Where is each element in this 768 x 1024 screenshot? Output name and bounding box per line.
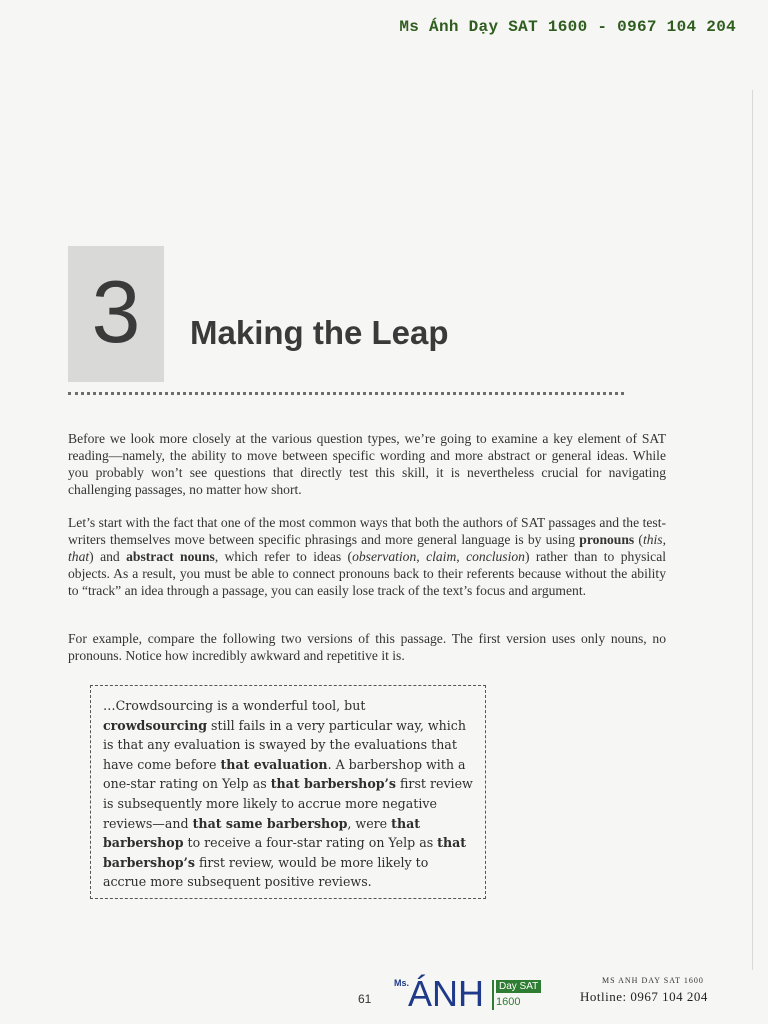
example-passage-box — [90, 685, 486, 899]
italic-example-conclusion: conclusion — [466, 549, 525, 564]
paragraph-pronouns — [68, 514, 666, 599]
page-edge-line — [752, 90, 753, 970]
page-number: 61 — [358, 992, 372, 1006]
quote-run: , were — [347, 815, 392, 831]
watermark-text: Ms Ánh Dạy SAT 1600 - 0967 104 204 — [399, 18, 736, 36]
bold-term-abstract-nouns: abstract nouns — [126, 549, 215, 564]
chapter-number: 3 — [91, 262, 141, 361]
text-run: , which refer to ideas ( — [214, 549, 353, 564]
logo-ms: Ms. — [394, 978, 410, 988]
quote-run: first review, would be more likely to accrue more subsequent positive reviews. — [103, 854, 429, 890]
brand-logo — [394, 970, 549, 1014]
chapter-title: Making the Leap — [190, 314, 449, 351]
logo-anh: ÁNH — [408, 973, 485, 1014]
footer-brand-text: MS ANH DAY SAT 1600 — [602, 976, 704, 985]
bold-term-pronouns: pronouns — [579, 532, 635, 547]
text-run: , — [416, 549, 427, 564]
quote-bold: that barbershop — [103, 815, 421, 851]
footer-hotline: Hotline: 0967 104 204 — [580, 989, 708, 1004]
quote-run: first review is subsequently more likely to accrue more negative reviews—and — [103, 776, 473, 831]
logo-divider — [492, 980, 494, 1010]
quote-bold: crowdsourcing — [103, 717, 208, 733]
italic-example-this: this — [642, 532, 663, 547]
quote-run: …Crowdsourcing is a wonderful tool, but — [103, 698, 366, 713]
text-run: ) rather than to physical objects. As a result, you must be able to connect pronouns back to their referents because without the ability to “track” an idea through a passage, you can easily lose track of the text’s focus and argument. — [68, 549, 667, 598]
italic-example-observation: observation — [352, 549, 417, 564]
quote-bold: that barbershop’s — [270, 776, 397, 792]
quote-run: to receive a four-star rating on Yelp as — [183, 835, 438, 851]
paragraph-intro: Before we look more closely at the various question types, we’re going to examine a key element of SAT reading—namely, the ability to move between specific wording and more abstract or general ideas. While you probably won’t see questions that directly test this skill, it is nevertheless crucial for navigating challenging passages, no matter how short. — [68, 431, 666, 497]
paragraph-example-intro: For example, compare the following two versions of this passage. The first version uses only nouns, no pronouns. Notice how incredibly awkward and repetitive it is. — [68, 631, 666, 663]
italic-example-that: that — [68, 549, 90, 564]
quote-bold: that evaluation — [220, 756, 328, 772]
italic-example-claim: claim — [426, 549, 457, 564]
chapter-number-box — [68, 246, 164, 382]
quote-run: . A barbershop with a one-star rating on Yelp as — [103, 756, 466, 792]
text-run: ( — [634, 532, 643, 547]
dotted-divider — [68, 392, 624, 395]
text-run: , — [456, 549, 467, 564]
text-run: Let’s start with the fact that one of the most common ways that both the authors of SAT passages and the test-writers themselves move between specific phrasings and more general language is by using — [68, 515, 666, 547]
text-run: ) and — [89, 549, 127, 564]
logo-day-sat: Day SAT — [496, 980, 541, 993]
logo-1600: 1600 — [496, 996, 521, 1008]
quote-bold: that same barbershop — [192, 815, 348, 831]
text-run: , — [662, 532, 666, 547]
quote-bold: that barbershop’s — [103, 835, 467, 870]
quote-run: still fails in a very particular way, which is that any evaluation is swayed by the evaluations that have come before — [103, 717, 466, 772]
